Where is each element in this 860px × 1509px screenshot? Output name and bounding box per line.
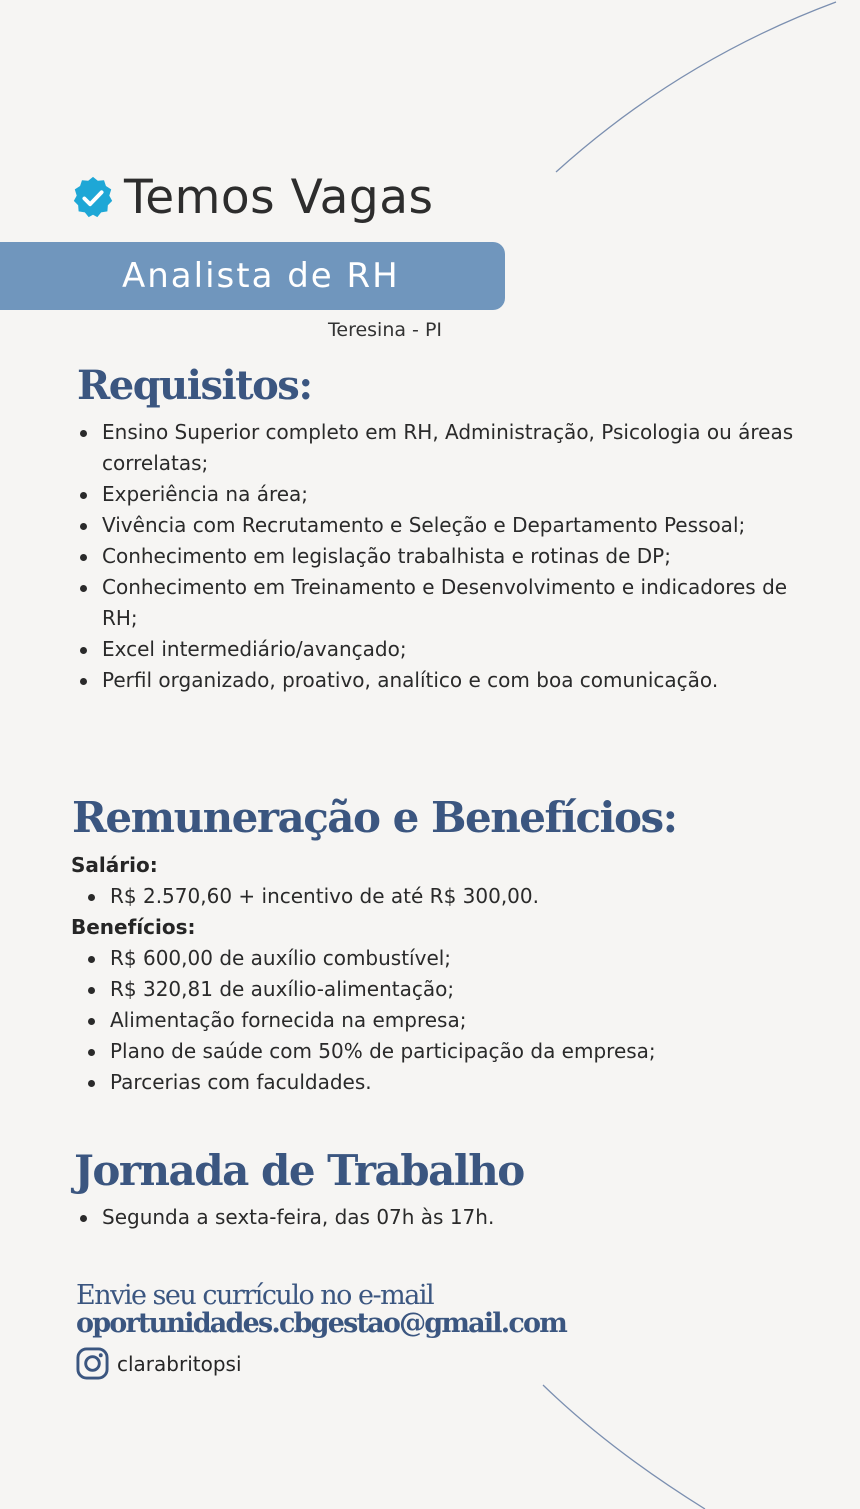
salario-label: Salário: xyxy=(71,853,158,877)
role-title: Analista de RH xyxy=(122,256,400,296)
title-row xyxy=(70,170,434,225)
page-title: Temos Vagas xyxy=(124,170,434,225)
list-item: Excel intermediário/avançado; xyxy=(78,634,798,665)
list-item: Parcerias com faculdades. xyxy=(86,1067,826,1098)
list-item: Alimentação fornecida na empresa; xyxy=(86,1005,826,1036)
instagram-icon xyxy=(76,1347,109,1380)
list-item: Conhecimento em Treinamento e Desenvolvimento e indicadores de RH; xyxy=(78,572,798,634)
instagram-row[interactable] xyxy=(76,1347,242,1380)
list-item: Plano de saúde com 50% de participação da empresa; xyxy=(86,1036,826,1067)
beneficios-label: Benefícios: xyxy=(71,915,196,939)
email-address[interactable]: oportunidades.cbgestao@gmail.com xyxy=(76,1308,566,1339)
requisitos-list xyxy=(78,417,798,696)
verified-check-icon xyxy=(70,175,116,221)
list-item: Vivência com Recrutamento e Seleção e Departamento Pessoal; xyxy=(78,510,798,541)
list-item: R$ 600,00 de auxílio combustível; xyxy=(86,943,826,974)
list-item: Experiência na área; xyxy=(78,479,798,510)
beneficios-list xyxy=(86,943,826,1098)
cta-text: Envie seu currículo no e-mail xyxy=(76,1280,434,1311)
jornada-list xyxy=(78,1202,798,1233)
remuneracao-heading: Remuneração e Benefícios: xyxy=(72,793,677,842)
salario-list xyxy=(86,881,786,912)
jornada-heading: Jornada de Trabalho xyxy=(74,1146,524,1195)
list-item: R$ 2.570,60 + incentivo de até R$ 300,00. xyxy=(86,881,786,912)
requisitos-heading: Requisitos: xyxy=(77,362,312,409)
list-item: Segunda a sexta-feira, das 07h às 17h. xyxy=(78,1202,798,1233)
list-item: Conhecimento em legislação trabalhista e rotinas de DP; xyxy=(78,541,798,572)
location-label: Teresina - PI xyxy=(328,319,443,341)
instagram-handle: clarabritopsi xyxy=(117,1351,242,1376)
list-item: Perfil organizado, proativo, analítico e com boa comunicação. xyxy=(78,665,798,696)
list-item: Ensino Superior completo em RH, Administração, Psicologia ou áreas correlatas; xyxy=(78,417,798,479)
list-item: R$ 320,81 de auxílio-alimentação; xyxy=(86,974,826,1005)
